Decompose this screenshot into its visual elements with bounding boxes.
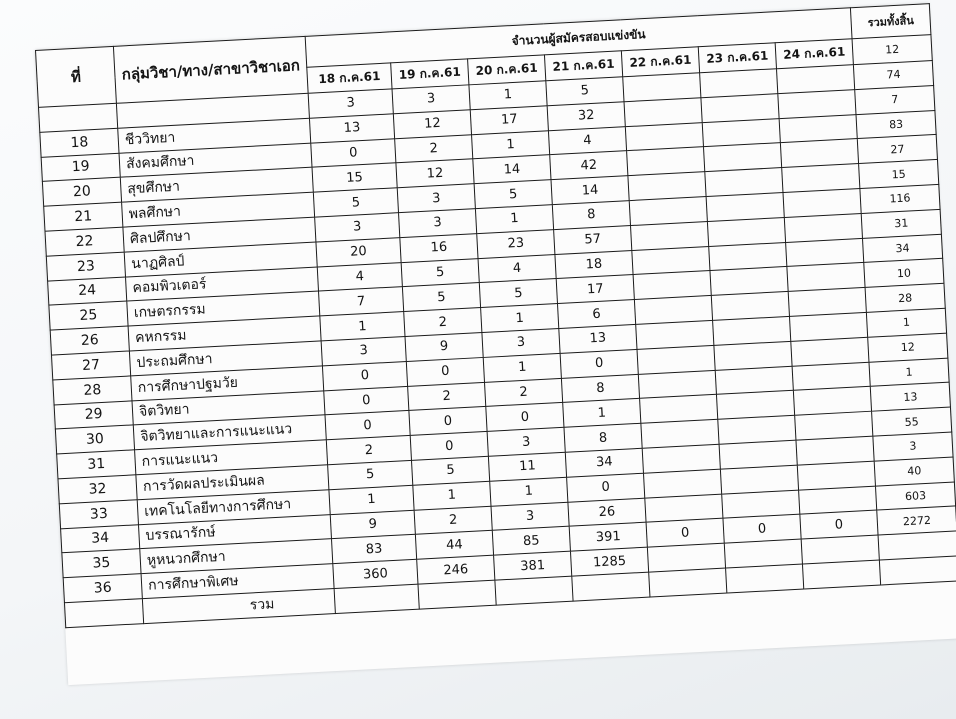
row-number: 22: [45, 227, 124, 256]
row-value: 2: [326, 436, 411, 465]
row-subject: ชีววิทยา: [118, 118, 311, 153]
row-number: 24: [48, 277, 127, 306]
row-number: 21: [44, 202, 123, 231]
row-subject: การศึกษาปฐมวัย: [131, 366, 324, 401]
row-value: 15: [312, 163, 397, 192]
row-total: 116: [860, 184, 940, 213]
row-value: 0: [723, 514, 801, 543]
row-value: 0: [800, 510, 878, 539]
row-value: 2: [414, 506, 492, 535]
row-total: 31: [861, 209, 941, 238]
row-value: 6: [557, 300, 635, 329]
sum-value: [572, 572, 650, 601]
sum-total: [879, 556, 956, 585]
row-value: 1: [469, 81, 547, 110]
header-grand-total: รวมทั้งสิ้น: [850, 4, 931, 39]
sum-value: [802, 560, 880, 589]
row-value: 3: [491, 502, 569, 531]
header-applicant-count: จำนวนผู้สมัครสอบแข่งขัน: [305, 8, 852, 68]
row-value: 7: [319, 287, 404, 316]
row-value: 17: [470, 106, 548, 135]
row-value: 0: [325, 411, 410, 440]
row-number: 31: [57, 450, 136, 479]
row-value: 3: [487, 427, 565, 456]
row-value: 3: [482, 328, 560, 357]
header-date: 22 ก.ค.61: [621, 47, 699, 77]
table-body: [39, 61, 956, 628]
row-subject: การศึกษาพิเศษ: [141, 564, 334, 599]
row-number: 35: [62, 549, 141, 578]
document-sheet: [35, 3, 956, 685]
row-value: 14: [473, 155, 551, 184]
row-total: 12: [868, 333, 948, 362]
row-value: 18: [555, 250, 633, 279]
row-value: 3: [392, 85, 470, 114]
row-subject: การแนะแนว: [135, 440, 328, 475]
row-subject: หูหนวกศึกษา: [140, 539, 333, 574]
header-subject: กลุ่มวิชา/ทาง/สาขาวิชาเอก: [113, 36, 308, 103]
row-value: 9: [330, 510, 415, 539]
row-value: 1285: [570, 547, 648, 576]
row-value: 8: [561, 374, 639, 403]
row-total: 1: [866, 308, 946, 337]
row-value: 8: [552, 201, 630, 230]
row-value: 391: [569, 523, 647, 552]
row-value: 44: [415, 531, 493, 560]
header-date: 21 ก.ค.61: [544, 51, 622, 81]
row-value: 246: [417, 555, 495, 584]
row-value: 1: [329, 485, 414, 514]
row-value: 5: [546, 77, 624, 106]
row-value: 2: [395, 134, 473, 163]
sum-value: [649, 568, 727, 597]
row-value: 0: [410, 432, 488, 461]
row-value: 16: [400, 233, 478, 262]
row-value: 3: [321, 336, 406, 365]
row-total: 34: [863, 234, 943, 263]
row-number: 33: [59, 500, 138, 529]
row-value: 0: [646, 518, 724, 547]
row-value: 3: [397, 184, 475, 213]
row-value: 5: [474, 180, 552, 209]
row-value: 2: [484, 378, 562, 407]
row-number: 25: [49, 301, 128, 330]
row-subject: ศิลปศึกษา: [123, 217, 316, 252]
row-value: 0: [324, 386, 409, 415]
row-value: 5: [402, 283, 480, 312]
row-value: 1: [475, 205, 553, 234]
row-total: 74: [853, 61, 933, 90]
row-number: 27: [51, 351, 130, 380]
row-total: 40: [874, 457, 954, 486]
header-no: ที่: [36, 46, 117, 107]
row-value: 26: [568, 498, 646, 527]
row-subject: บรรณารักษ์: [138, 514, 331, 549]
row-subject: คอมพิวเตอร์: [125, 267, 318, 302]
row-value: 360: [333, 559, 418, 588]
row-value: 12: [396, 159, 474, 188]
row-subject: สังคมศึกษา: [119, 143, 312, 178]
row-value: 23: [477, 229, 555, 258]
row-number: 20: [42, 178, 121, 207]
row-value: 5: [401, 258, 479, 287]
sum-label: รวม: [142, 589, 335, 624]
header-date: 19 ก.ค.61: [391, 59, 469, 89]
row-number: 34: [61, 524, 140, 553]
row-number: 32: [58, 475, 137, 504]
row-number: 19: [41, 153, 120, 182]
row-number: 18: [40, 128, 119, 157]
row-total: 27: [857, 135, 937, 164]
row-number: 30: [55, 425, 134, 454]
header-date: 18 ก.ค.61: [307, 63, 392, 93]
row-value: 0: [322, 361, 407, 390]
row-total: 55: [872, 407, 952, 436]
row-value: 11: [488, 452, 566, 481]
row-value: 1: [472, 130, 550, 159]
row-value: 2: [404, 308, 482, 337]
row-value: 12: [393, 110, 471, 139]
row-value: 4: [548, 126, 626, 155]
row-value: 83: [331, 535, 416, 564]
row-value: 1: [413, 481, 491, 510]
row-value: 17: [556, 275, 634, 304]
row-number: 36: [63, 574, 142, 603]
row-subject: จิตวิทยา: [132, 390, 325, 425]
row-subject: นาฏศิลป์: [124, 242, 317, 277]
row-value: 32: [547, 102, 625, 131]
row-value: 1: [320, 312, 405, 341]
row-value: 4: [478, 254, 556, 283]
row-total: 1: [869, 358, 949, 387]
row-total: 2272: [877, 506, 956, 535]
sum-row-blank: [64, 599, 143, 628]
row-value: 2: [408, 382, 486, 411]
row-value: 5: [411, 456, 489, 485]
row-value: 8: [564, 423, 642, 452]
row-value: 0: [486, 403, 564, 432]
row-subject: คหกรรม: [128, 316, 321, 351]
row-total: 7: [855, 85, 935, 114]
row-value: 13: [559, 324, 637, 353]
top-row-total: 12: [852, 35, 932, 65]
sum-value: [726, 564, 804, 593]
row-subject: เกษตรกรรม: [127, 291, 320, 326]
row-value: 3: [315, 213, 400, 242]
row-value: 0: [409, 407, 487, 436]
row-value: 1: [563, 399, 641, 428]
row-total: 15: [859, 160, 939, 189]
row-value: 5: [328, 460, 413, 489]
row-subject: สุขศึกษา: [120, 168, 313, 203]
row-value: 20: [316, 237, 401, 266]
row-value: 4: [317, 262, 402, 291]
row-value: 0: [567, 473, 645, 502]
row-subject: การวัดผลประเมินผล: [136, 465, 329, 500]
sum-value: [334, 584, 419, 613]
row-total: 603: [875, 482, 955, 511]
row-subject: พลศึกษา: [122, 192, 315, 227]
sum-value: [418, 580, 496, 609]
header-date: 23 ก.ค.61: [698, 43, 776, 73]
row-total: 3: [873, 432, 953, 461]
row-value: 0: [406, 357, 484, 386]
row-number: 28: [53, 376, 132, 405]
row-total: 10: [864, 259, 944, 288]
row-subject: เทคโนโลยีทางการศึกษา: [137, 489, 330, 524]
row-value: 13: [309, 114, 394, 143]
row-number: 26: [50, 326, 129, 355]
row-value: 42: [550, 151, 628, 180]
row-value: 1: [483, 353, 561, 382]
sum-value: [495, 576, 573, 605]
row-value: 1: [481, 304, 559, 333]
row-value: 85: [492, 527, 570, 556]
row-value: 0: [311, 138, 396, 167]
row-number: 29: [54, 400, 133, 429]
row-value: 57: [554, 225, 632, 254]
row-value: 9: [405, 332, 483, 361]
row-total: 13: [870, 382, 950, 411]
row-value: 1: [490, 477, 568, 506]
row-value: 3: [308, 89, 393, 118]
row-value: 34: [565, 448, 643, 477]
row-number: 23: [46, 252, 125, 281]
row-total: 83: [856, 110, 936, 139]
row-value: 381: [494, 551, 572, 580]
row-value: 3: [399, 209, 477, 238]
row-value: 14: [551, 176, 629, 205]
row-value: 5: [313, 188, 398, 217]
header-date: 24 ก.ค.61: [775, 39, 853, 69]
row-value: 5: [479, 279, 557, 308]
row-subject: จิตวิทยาและการแนะแนว: [133, 415, 326, 450]
row-subject: ประถมศึกษา: [129, 341, 322, 376]
row-total: 28: [865, 283, 945, 312]
applicant-count-table: [35, 3, 956, 628]
row-value: 0: [560, 349, 638, 378]
header-date: 20 ก.ค.61: [468, 55, 546, 85]
